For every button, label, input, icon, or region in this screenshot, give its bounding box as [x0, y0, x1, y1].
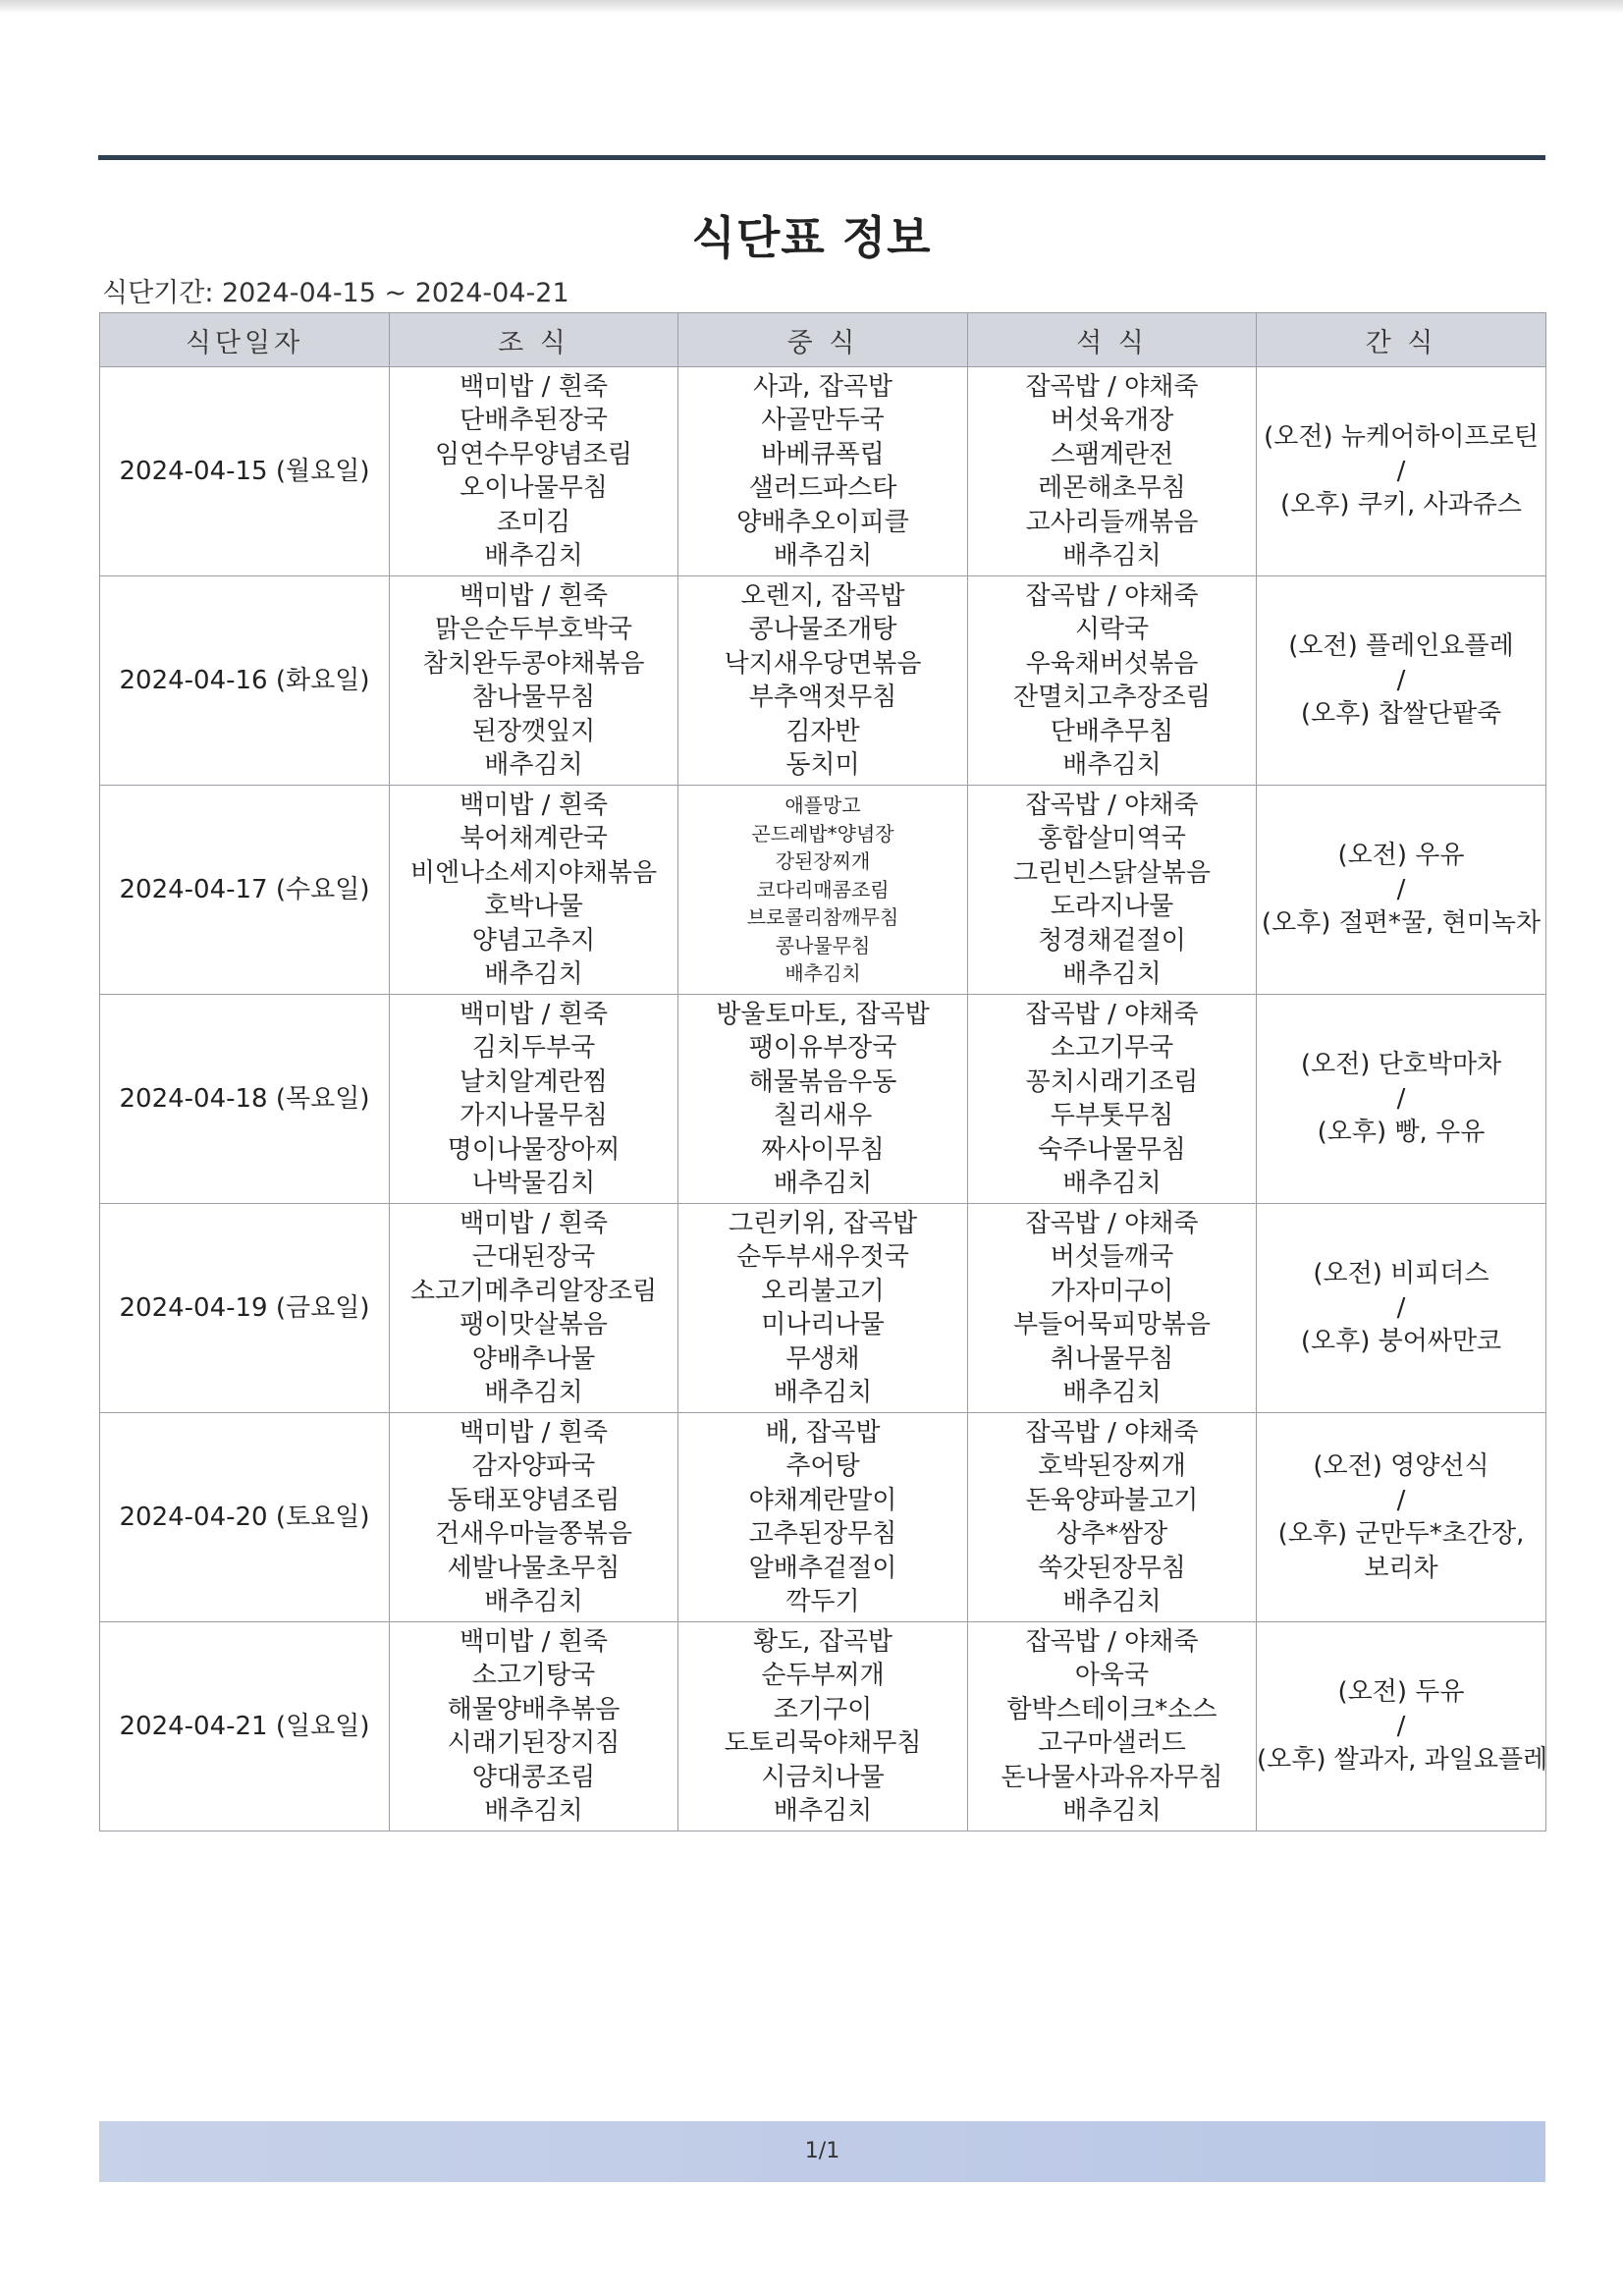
dinner-item: 배추김치	[1062, 1587, 1162, 1616]
lunch-item: 미나리나물	[761, 1310, 885, 1339]
dinner-item: 고사리들깨볶음	[1025, 507, 1199, 537]
snack-item: (오후) 쌀과자, 과일요플레	[1257, 1745, 1548, 1776]
breakfast-item: 배추김치	[484, 750, 583, 780]
lunch-item: 배추김치	[773, 541, 873, 571]
dinner-item: 잡곡밥 / 야채죽	[1025, 999, 1199, 1029]
meal-table	[99, 312, 1546, 1831]
lunch-item: 배추김치	[773, 1378, 873, 1407]
snack-item: (오후) 절편*꿀, 현미녹차	[1261, 908, 1542, 939]
dinner-cell	[968, 1622, 1257, 1831]
breakfast-item: 해물양배추볶음	[447, 1694, 621, 1724]
lunch-item: 순두부새우젓국	[736, 1242, 909, 1272]
table-body	[100, 367, 1546, 1831]
dinner-item: 시락국	[1074, 615, 1150, 644]
lunch-item: 낙지새우당면볶음	[724, 648, 922, 679]
lunch-item: 부추액젓무침	[748, 683, 897, 712]
scan-shadow	[0, 0, 1623, 14]
meal-date: 2024-04-17 (수요일)	[100, 786, 390, 995]
lunch-item: 짜사이무침	[761, 1134, 885, 1165]
dinner-item: 잡곡밥 / 야채죽	[1025, 1208, 1199, 1238]
table-row	[100, 1413, 1546, 1622]
snack-item: 보리차	[1364, 1553, 1438, 1583]
lunch-item: 야채계란말이	[748, 1485, 897, 1515]
breakfast-item: 비엔나소세지야채볶음	[409, 857, 658, 888]
dinner-item: 아욱국	[1074, 1661, 1150, 1690]
snack-item: (오후) 빵, 우유	[1317, 1118, 1486, 1148]
dinner-item: 도라지나물	[1050, 892, 1174, 921]
lunch-item: 콩나물조개탕	[748, 615, 897, 644]
breakfast-item: 소고기탕국	[471, 1661, 596, 1690]
breakfast-cell	[390, 367, 678, 576]
dinner-item: 부들어묵피망볶음	[1013, 1310, 1211, 1339]
breakfast-item: 단배추된장국	[460, 406, 608, 435]
breakfast-item: 소고기메추리알장조림	[409, 1276, 658, 1306]
dinner-item: 배추김치	[1062, 1169, 1162, 1198]
lunch-item: 샐러드파스타	[748, 473, 897, 503]
dinner-item: 돈육양파불고기	[1025, 1485, 1199, 1515]
breakfast-item: 백미밥 / 흰죽	[460, 1417, 608, 1448]
dinner-item: 버섯들깨국	[1050, 1242, 1174, 1272]
breakfast-item: 조미김	[496, 507, 571, 537]
lunch-item: 배추김치	[784, 961, 861, 986]
snack-item: /	[1396, 1711, 1406, 1741]
breakfast-item: 백미밥 / 흰죽	[460, 1626, 608, 1657]
breakfast-item: 동태포양념조림	[447, 1485, 621, 1515]
snack-cell	[1257, 1204, 1546, 1413]
breakfast-item: 명이나물장아찌	[447, 1134, 621, 1165]
header-breakfast: 조 식	[390, 313, 678, 367]
lunch-item: 오렌지, 잡곡밥	[740, 580, 905, 611]
snack-cell	[1257, 1622, 1546, 1831]
lunch-item: 깍두기	[785, 1587, 860, 1616]
breakfast-item: 양념고추지	[471, 925, 596, 956]
lunch-item: 조기구이	[773, 1694, 873, 1724]
header-lunch: 중 식	[678, 313, 968, 367]
dinner-item: 숙주나물무침	[1038, 1134, 1186, 1165]
dinner-item: 잡곡밥 / 야채죽	[1025, 1626, 1199, 1657]
table-row	[100, 1204, 1546, 1413]
snack-item: (오전) 뉴케어하이프로틴	[1264, 422, 1539, 453]
dinner-cell	[968, 576, 1257, 786]
dinner-item: 돈나물사과유자무침	[1001, 1762, 1223, 1792]
dinner-item: 레몬해초무침	[1038, 473, 1186, 503]
dinner-item: 잡곡밥 / 야채죽	[1025, 580, 1199, 611]
meal-date: 2024-04-16 (화요일)	[100, 576, 390, 786]
dinner-item: 고구마샐러드	[1038, 1728, 1186, 1758]
lunch-item: 강된장찌개	[775, 849, 871, 874]
snack-item: /	[1396, 1485, 1406, 1515]
breakfast-item: 된장깻잎지	[471, 716, 596, 746]
breakfast-item: 가지나물무침	[460, 1101, 608, 1130]
breakfast-item: 배추김치	[484, 541, 583, 571]
lunch-cell	[678, 1204, 968, 1413]
lunch-item: 사골만두국	[761, 406, 885, 435]
lunch-item: 황도, 잡곡밥	[752, 1626, 893, 1657]
snack-item: (오전) 플레인요플레	[1288, 631, 1514, 662]
dinner-item: 상추*쌈장	[1055, 1519, 1168, 1549]
breakfast-item: 시래기된장지짐	[447, 1728, 621, 1758]
breakfast-item: 양대콩조림	[471, 1762, 596, 1792]
header-dinner: 석 식	[968, 313, 1257, 367]
breakfast-item: 임연수무양념조림	[435, 439, 632, 469]
snack-cell	[1257, 995, 1546, 1204]
dinner-item: 배추김치	[1062, 541, 1162, 571]
snack-item: (오전) 우유	[1337, 841, 1465, 871]
breakfast-item: 오이나물무침	[460, 473, 608, 503]
breakfast-item: 감자양파국	[471, 1451, 596, 1481]
lunch-item: 브로콜리참깨무침	[746, 905, 899, 930]
lunch-cell	[678, 1413, 968, 1622]
lunch-item: 콩나물무침	[775, 933, 871, 957]
breakfast-item: 백미밥 / 흰죽	[460, 790, 608, 820]
dinner-item: 배추김치	[1062, 1378, 1162, 1407]
dinner-item: 두부톳무침	[1050, 1101, 1174, 1130]
lunch-item: 해물볶음우동	[748, 1066, 897, 1097]
breakfast-item: 맑은순두부호박국	[435, 615, 632, 644]
snack-item: (오전) 두유	[1337, 1677, 1465, 1708]
breakfast-item: 팽이맛살볶음	[460, 1310, 608, 1339]
lunch-item: 김자반	[785, 716, 860, 746]
table-row	[100, 786, 1546, 995]
lunch-item: 오리불고기	[761, 1276, 885, 1306]
breakfast-item: 배추김치	[484, 1378, 583, 1407]
dinner-cell	[968, 995, 1257, 1204]
meal-date: 2024-04-21 (일요일)	[100, 1622, 390, 1831]
dinner-item: 홍합살미역국	[1038, 824, 1186, 853]
snack-item: (오후) 찹쌀단팥죽	[1300, 699, 1502, 730]
breakfast-item: 참나물무침	[471, 683, 596, 712]
snack-item: /	[1396, 665, 1406, 695]
dinner-item: 쑥갓된장무침	[1038, 1553, 1186, 1583]
snack-item: (오후) 붕어싸만코	[1300, 1327, 1502, 1357]
breakfast-item: 백미밥 / 흰죽	[460, 580, 608, 611]
snack-item: (오전) 단호박마차	[1300, 1050, 1502, 1080]
snack-item: (오전) 영양선식	[1313, 1451, 1489, 1481]
dinner-cell	[968, 1413, 1257, 1622]
breakfast-item: 북어채계란국	[460, 824, 608, 853]
lunch-cell	[678, 786, 968, 995]
snack-cell	[1257, 576, 1546, 786]
dinner-cell	[968, 1204, 1257, 1413]
lunch-item: 순두부찌개	[761, 1661, 885, 1690]
dinner-item: 스팸계란전	[1050, 439, 1174, 469]
lunch-cell	[678, 576, 968, 786]
table-header-row	[100, 313, 1546, 367]
dinner-item: 잡곡밥 / 야채죽	[1025, 790, 1199, 820]
dinner-item: 청경채겉절이	[1038, 925, 1186, 956]
meal-date: 2024-04-18 (목요일)	[100, 995, 390, 1204]
meal-date: 2024-04-19 (금요일)	[100, 1204, 390, 1413]
table-row	[100, 576, 1546, 786]
dinner-item: 잡곡밥 / 야채죽	[1025, 371, 1199, 402]
dinner-item: 그린빈스닭살볶음	[1013, 857, 1211, 888]
snack-item: (오후) 쿠키, 사과쥬스	[1279, 490, 1522, 520]
lunch-item: 팽이유부장국	[748, 1033, 897, 1063]
lunch-item: 바베큐폭립	[761, 439, 885, 469]
lunch-item: 양배추오이피클	[736, 507, 909, 537]
breakfast-item: 호박나물	[484, 892, 583, 921]
snack-item: /	[1396, 874, 1406, 904]
lunch-item: 추어탕	[785, 1451, 860, 1481]
snack-item: /	[1396, 456, 1406, 486]
lunch-item: 배추김치	[773, 1169, 873, 1198]
meal-date: 2024-04-15 (월요일)	[100, 367, 390, 576]
page-number: 1/1	[804, 2139, 840, 2163]
dinner-item: 가자미구이	[1050, 1276, 1174, 1306]
lunch-item: 코다리매콤조림	[756, 877, 890, 902]
snack-item: /	[1396, 1292, 1406, 1323]
dinner-item: 우육채버섯볶음	[1025, 648, 1199, 679]
lunch-cell	[678, 995, 968, 1204]
breakfast-cell	[390, 1204, 678, 1413]
page-title: 식단표 정보	[691, 211, 932, 264]
dinner-cell	[968, 786, 1257, 995]
lunch-item: 무생채	[785, 1343, 860, 1374]
breakfast-item: 백미밥 / 흰죽	[460, 371, 608, 402]
breakfast-item: 나박물김치	[471, 1169, 596, 1198]
lunch-item: 도토리묵야채무침	[724, 1728, 922, 1758]
lunch-item: 사과, 잡곡밥	[752, 371, 893, 402]
breakfast-item: 배추김치	[484, 1796, 583, 1826]
breakfast-cell	[390, 995, 678, 1204]
lunch-item: 배추김치	[773, 1796, 873, 1826]
breakfast-item: 근대된장국	[471, 1242, 596, 1272]
dinner-item: 배추김치	[1062, 750, 1162, 780]
breakfast-cell	[390, 786, 678, 995]
lunch-item: 배, 잡곡밥	[765, 1417, 881, 1448]
lunch-cell	[678, 367, 968, 576]
lunch-item: 동치미	[785, 750, 860, 780]
breakfast-item: 건새우마늘쫑볶음	[435, 1519, 632, 1549]
dinner-item: 배추김치	[1062, 959, 1162, 989]
table-row	[100, 995, 1546, 1204]
lunch-item: 알배추겉절이	[748, 1553, 897, 1583]
breakfast-item: 배추김치	[484, 959, 583, 989]
lunch-item: 고추된장무침	[748, 1519, 897, 1549]
breakfast-cell	[390, 1413, 678, 1622]
dinner-item: 꽁치시래기조림	[1025, 1066, 1199, 1097]
lunch-item: 애플망고	[784, 793, 861, 818]
snack-cell	[1257, 367, 1546, 576]
snack-item: (오후) 군만두*초간장,	[1277, 1519, 1525, 1549]
dinner-item: 호박된장찌개	[1038, 1451, 1186, 1481]
header-rule	[98, 155, 1545, 160]
table-row	[100, 1622, 1546, 1831]
snack-cell	[1257, 1413, 1546, 1622]
breakfast-item: 세발나물초무침	[447, 1553, 621, 1583]
lunch-item: 그린키위, 잡곡밥	[728, 1208, 918, 1238]
breakfast-item: 백미밥 / 흰죽	[460, 1208, 608, 1238]
breakfast-item: 날치알계란찜	[460, 1066, 608, 1097]
dinner-item: 단배추무침	[1050, 716, 1174, 746]
snack-cell	[1257, 786, 1546, 995]
table-row	[100, 367, 1546, 576]
breakfast-item: 김치두부국	[471, 1033, 596, 1063]
dinner-item: 취나물무침	[1050, 1343, 1174, 1374]
breakfast-cell	[390, 1622, 678, 1831]
header-date: 식단일자	[100, 313, 390, 367]
breakfast-item: 백미밥 / 흰죽	[460, 999, 608, 1029]
dinner-item: 잡곡밥 / 야채죽	[1025, 1417, 1199, 1448]
dinner-item: 버섯육개장	[1050, 406, 1174, 435]
lunch-item: 시금치나물	[761, 1762, 885, 1792]
breakfast-cell	[390, 576, 678, 786]
lunch-item: 칠리새우	[773, 1101, 873, 1130]
footer-bar	[99, 2121, 1545, 2182]
meal-period: 식단기간: 2024-04-15 ~ 2024-04-21	[102, 278, 569, 308]
breakfast-item: 양배추나물	[471, 1343, 596, 1374]
snack-item: /	[1396, 1083, 1406, 1114]
breakfast-item: 참치완두콩야채볶음	[422, 648, 645, 679]
lunch-item: 곤드레밥*양념장	[751, 821, 894, 846]
dinner-cell	[968, 367, 1257, 576]
snack-item: (오전) 비피더스	[1313, 1259, 1489, 1289]
dinner-item: 배추김치	[1062, 1796, 1162, 1826]
meal-date: 2024-04-20 (토요일)	[100, 1413, 390, 1622]
header-snack: 간 식	[1257, 313, 1546, 367]
breakfast-item: 배추김치	[484, 1587, 583, 1616]
dinner-item: 함박스테이크*소스	[1006, 1694, 1217, 1724]
lunch-item: 방울토마토, 잡곡밥	[716, 999, 930, 1029]
dinner-item: 소고기무국	[1050, 1033, 1174, 1063]
dinner-item: 잔멸치고추장조림	[1013, 683, 1211, 712]
lunch-cell	[678, 1622, 968, 1831]
